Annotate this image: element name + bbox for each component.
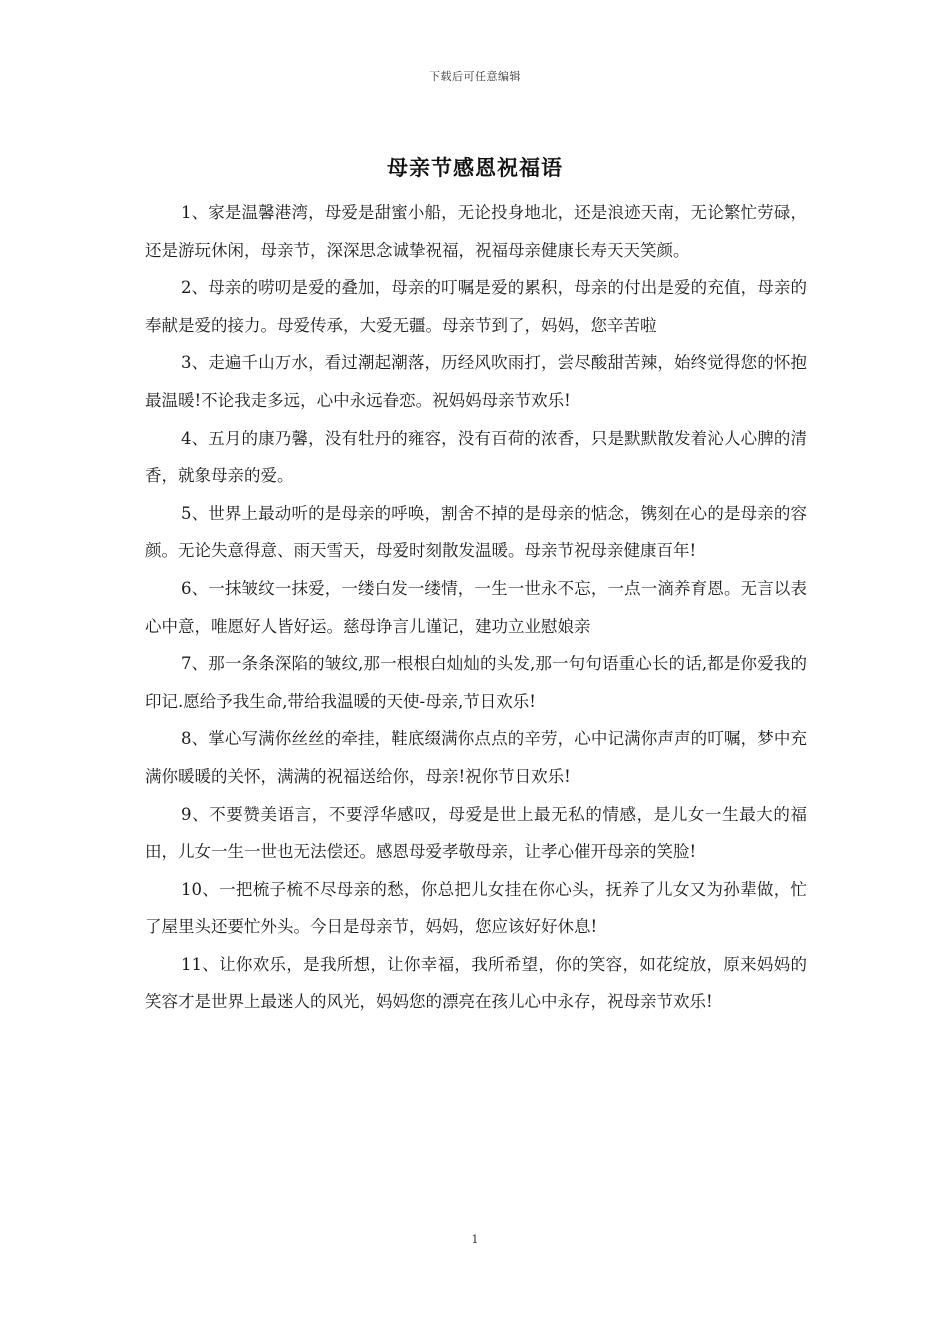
paragraph: 2、母亲的唠叨是爱的叠加，母亲的叮嘱是爱的累积，母亲的付出是爱的充值，母亲的奉献是爱的接力。母爱传承，大爱无疆。母亲节到了，妈妈，您辛苦啦 [145, 278, 807, 335]
paragraph: 7、那一条条深陷的皱纹,那一根根白灿灿的头发,那一句句语重心长的话,都是你爱我的印记.愿给予我生命,带给我温暖的天使-母亲,节日欢乐! [145, 654, 807, 711]
paragraph: 10、一把梳子梳不尽母亲的愁，你总把儿女挂在你心头，抚养了儿女又为孙辈做，忙了屋里头还要忙外头。今日是母亲节，妈妈，您应该好好休息! [145, 879, 807, 937]
document-title: 母亲节感恩祝福语 [387, 155, 563, 180]
paragraph: 4、五月的康乃馨，没有牡丹的雍容，没有百荷的浓香，只是默默散发着沁人心脾的清香，就象母亲的爱。 [145, 428, 807, 486]
paragraph: 8、掌心写满你丝丝的牵挂，鞋底缀满你点点的辛劳，心中记满你声声的叮嘱，梦中充满你暖暖的关怀，满满的祝福送给你，母亲!祝你节日欢乐! [145, 729, 807, 786]
document-body [145, 194, 807, 1021]
paragraph: 6、一抹皱纹一抹爱，一缕白发一缕情，一生一世永不忘，一点一滴养育恩。无言以表心中意，唯愿好人皆好运。慈母诤言儿谨记，建功立业慰娘亲 [145, 578, 807, 636]
page-number: 1 [471, 1233, 479, 1246]
paragraph: 5、世界上最动听的是母亲的呼唤，割舍不掉的是母亲的惦念，镌刻在心的是母亲的容颜。无论失意得意、雨天雪天，母爱时刻散发温暖。母亲节祝母亲健康百年! [145, 503, 807, 561]
paragraph: 11、让你欢乐，是我所想，让你幸福，我所希望，你的笑容，如花绽放，原来妈妈的笑容才是世界上最迷人的风光，妈妈您的漂亮在孩儿心中永存，祝母亲节欢乐! [145, 954, 807, 1012]
paragraph: 9、不要赞美语言，不要浮华感叹，母爱是世上最无私的情感，是儿女一生最大的福田，儿女一生一世也无法偿还。感恩母爱孝敬母亲，让孝心催开母亲的笑脸! [145, 804, 807, 862]
header-note: 下载后可任意编辑 [429, 70, 521, 83]
paragraph: 3、走遍千山万水，看过潮起潮落，历经风吹雨打，尝尽酸甜苦辣，始终觉得您的怀抱最温暖!不论我走多远，心中永远眷恋。祝妈妈母亲节欢乐! [145, 353, 807, 410]
paragraph: 1、家是温馨港湾，母爱是甜蜜小船，无论投身地北，还是浪迹天南，无论繁忙劳碌，还是游玩休闲，母亲节，深深思念诚挚祝福，祝福母亲健康长寿天天笑颜。 [145, 203, 807, 260]
